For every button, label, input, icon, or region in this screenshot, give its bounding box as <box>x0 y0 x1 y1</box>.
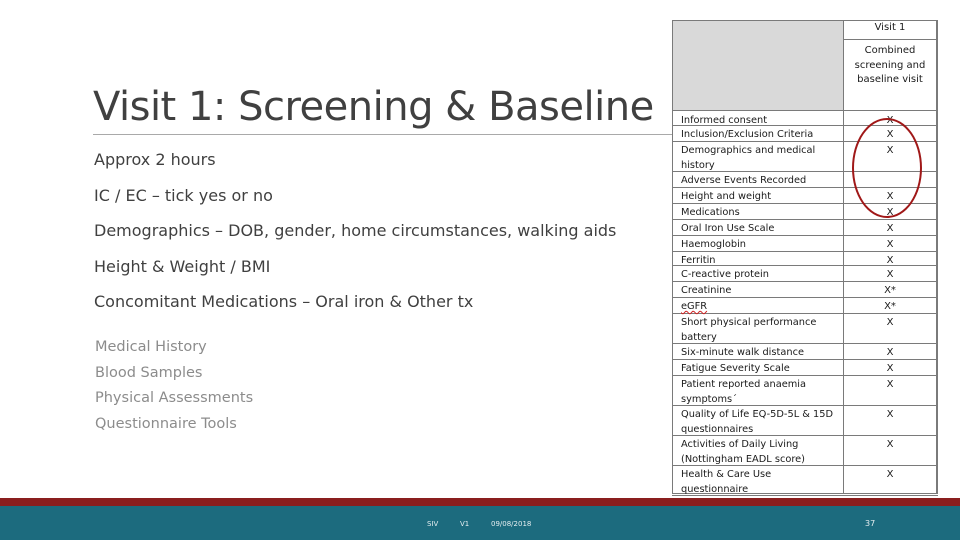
bullet-item: Height & Weight / BMI <box>94 256 271 276</box>
table-row <box>672 252 938 266</box>
table-row <box>672 406 938 436</box>
sub-bullet-item: Questionnaire Tools <box>95 416 237 433</box>
sub-bullet-item: Physical Assessments <box>95 390 254 407</box>
highlight-ellipse <box>852 118 922 218</box>
footer-accent-bar <box>0 498 960 506</box>
table-header-combined: Combined screening and baseline visit <box>854 45 926 85</box>
table-row <box>672 266 938 282</box>
table-row-label: Inclusion/Exclusion Criteria <box>681 129 814 140</box>
bullet-item: Approx 2 hours <box>94 150 216 169</box>
footer <box>0 506 960 540</box>
bullet-item: Concomitant Medications – Oral iron & Other tx <box>94 292 474 311</box>
table-row <box>672 236 938 252</box>
table-row-mark: X* <box>884 285 896 296</box>
table-row-label: Patient reported anaemia symptoms´ <box>681 379 807 405</box>
table-row-label: Informed consent <box>681 115 768 126</box>
table-row-label: Oral Iron Use Scale <box>681 223 775 234</box>
table-row-label: eGFR <box>681 301 708 312</box>
table-row <box>672 466 938 496</box>
table-row-mark: X <box>886 145 894 156</box>
table-header-rule <box>844 39 936 40</box>
table-header-rule <box>672 110 938 111</box>
footer-initials: SIV <box>427 520 439 528</box>
table-header-visit: Visit 1 <box>874 22 906 33</box>
table-row-label: C-reactive protein <box>681 269 769 280</box>
table-row-mark: X <box>886 269 894 280</box>
table-row-label: Ferritin <box>681 255 716 266</box>
slide-title: Visit 1: Screening & Baseline <box>93 84 654 130</box>
table-row-mark: X <box>886 379 894 390</box>
table-row-mark: X <box>886 223 894 234</box>
sub-bullet-item: Blood Samples <box>95 364 203 381</box>
bullet-item: IC / EC – tick yes or no <box>94 185 273 205</box>
table-row <box>672 376 938 406</box>
visit-schedule-table <box>672 20 938 494</box>
table-row-mark: X <box>886 347 894 358</box>
table-row-label: Activities of Daily Living (Nottingham EADL score) <box>681 439 806 465</box>
table-row <box>672 436 938 466</box>
bullet-list <box>94 150 674 328</box>
table-row-mark: X <box>886 439 894 450</box>
table-row-mark: X <box>886 191 894 202</box>
table-row <box>672 360 938 376</box>
table-row-label: Height and weight <box>681 191 772 202</box>
table-row-mark: X <box>886 207 894 218</box>
table-row-label: Creatinine <box>681 285 732 296</box>
table-row-label: Medications <box>681 207 740 218</box>
table-row-mark: X <box>886 409 894 420</box>
table-row-label: Short physical performance battery <box>681 317 817 343</box>
footer-version: V1 <box>460 520 470 528</box>
table-row-label: Quality of Life EQ-5D-5L & 15D questionnaires <box>681 409 834 435</box>
table-row-mark: X* <box>884 301 896 312</box>
table-row-label: Health & Care Use questionnaire <box>681 469 772 495</box>
table-row-label: Fatigue Severity Scale <box>681 363 790 374</box>
table-row-label: Haemoglobin <box>681 239 747 250</box>
table-row-mark: X <box>886 115 894 126</box>
table-row <box>672 314 938 344</box>
table-row <box>672 282 938 298</box>
table-row-mark: X <box>886 469 894 480</box>
table-row-mark: X <box>886 239 894 250</box>
table-frame <box>672 20 938 21</box>
table-row <box>672 220 938 236</box>
table-row <box>672 344 938 360</box>
table-row <box>672 298 938 314</box>
table-row-label: Six-minute walk distance <box>681 347 804 358</box>
table-row-mark: X <box>886 317 894 328</box>
table-row-mark: X <box>886 363 894 374</box>
table-row-label: Adverse Events Recorded <box>681 175 807 186</box>
footer-page-number: 37 <box>865 519 876 528</box>
table-row-mark: X <box>886 129 894 140</box>
title-divider <box>93 134 673 135</box>
table-row-label: Demographics and medical history <box>681 145 816 171</box>
bullet-item: Demographics – DOB, gender, home circumstances, walking aids <box>94 221 617 240</box>
table-header-shading <box>673 21 843 110</box>
sub-bullet-item: Medical History <box>95 339 207 355</box>
sub-bullet-list <box>95 338 253 441</box>
table-row-mark: X <box>886 255 894 266</box>
footer-date: 09/08/2018 <box>491 520 532 528</box>
